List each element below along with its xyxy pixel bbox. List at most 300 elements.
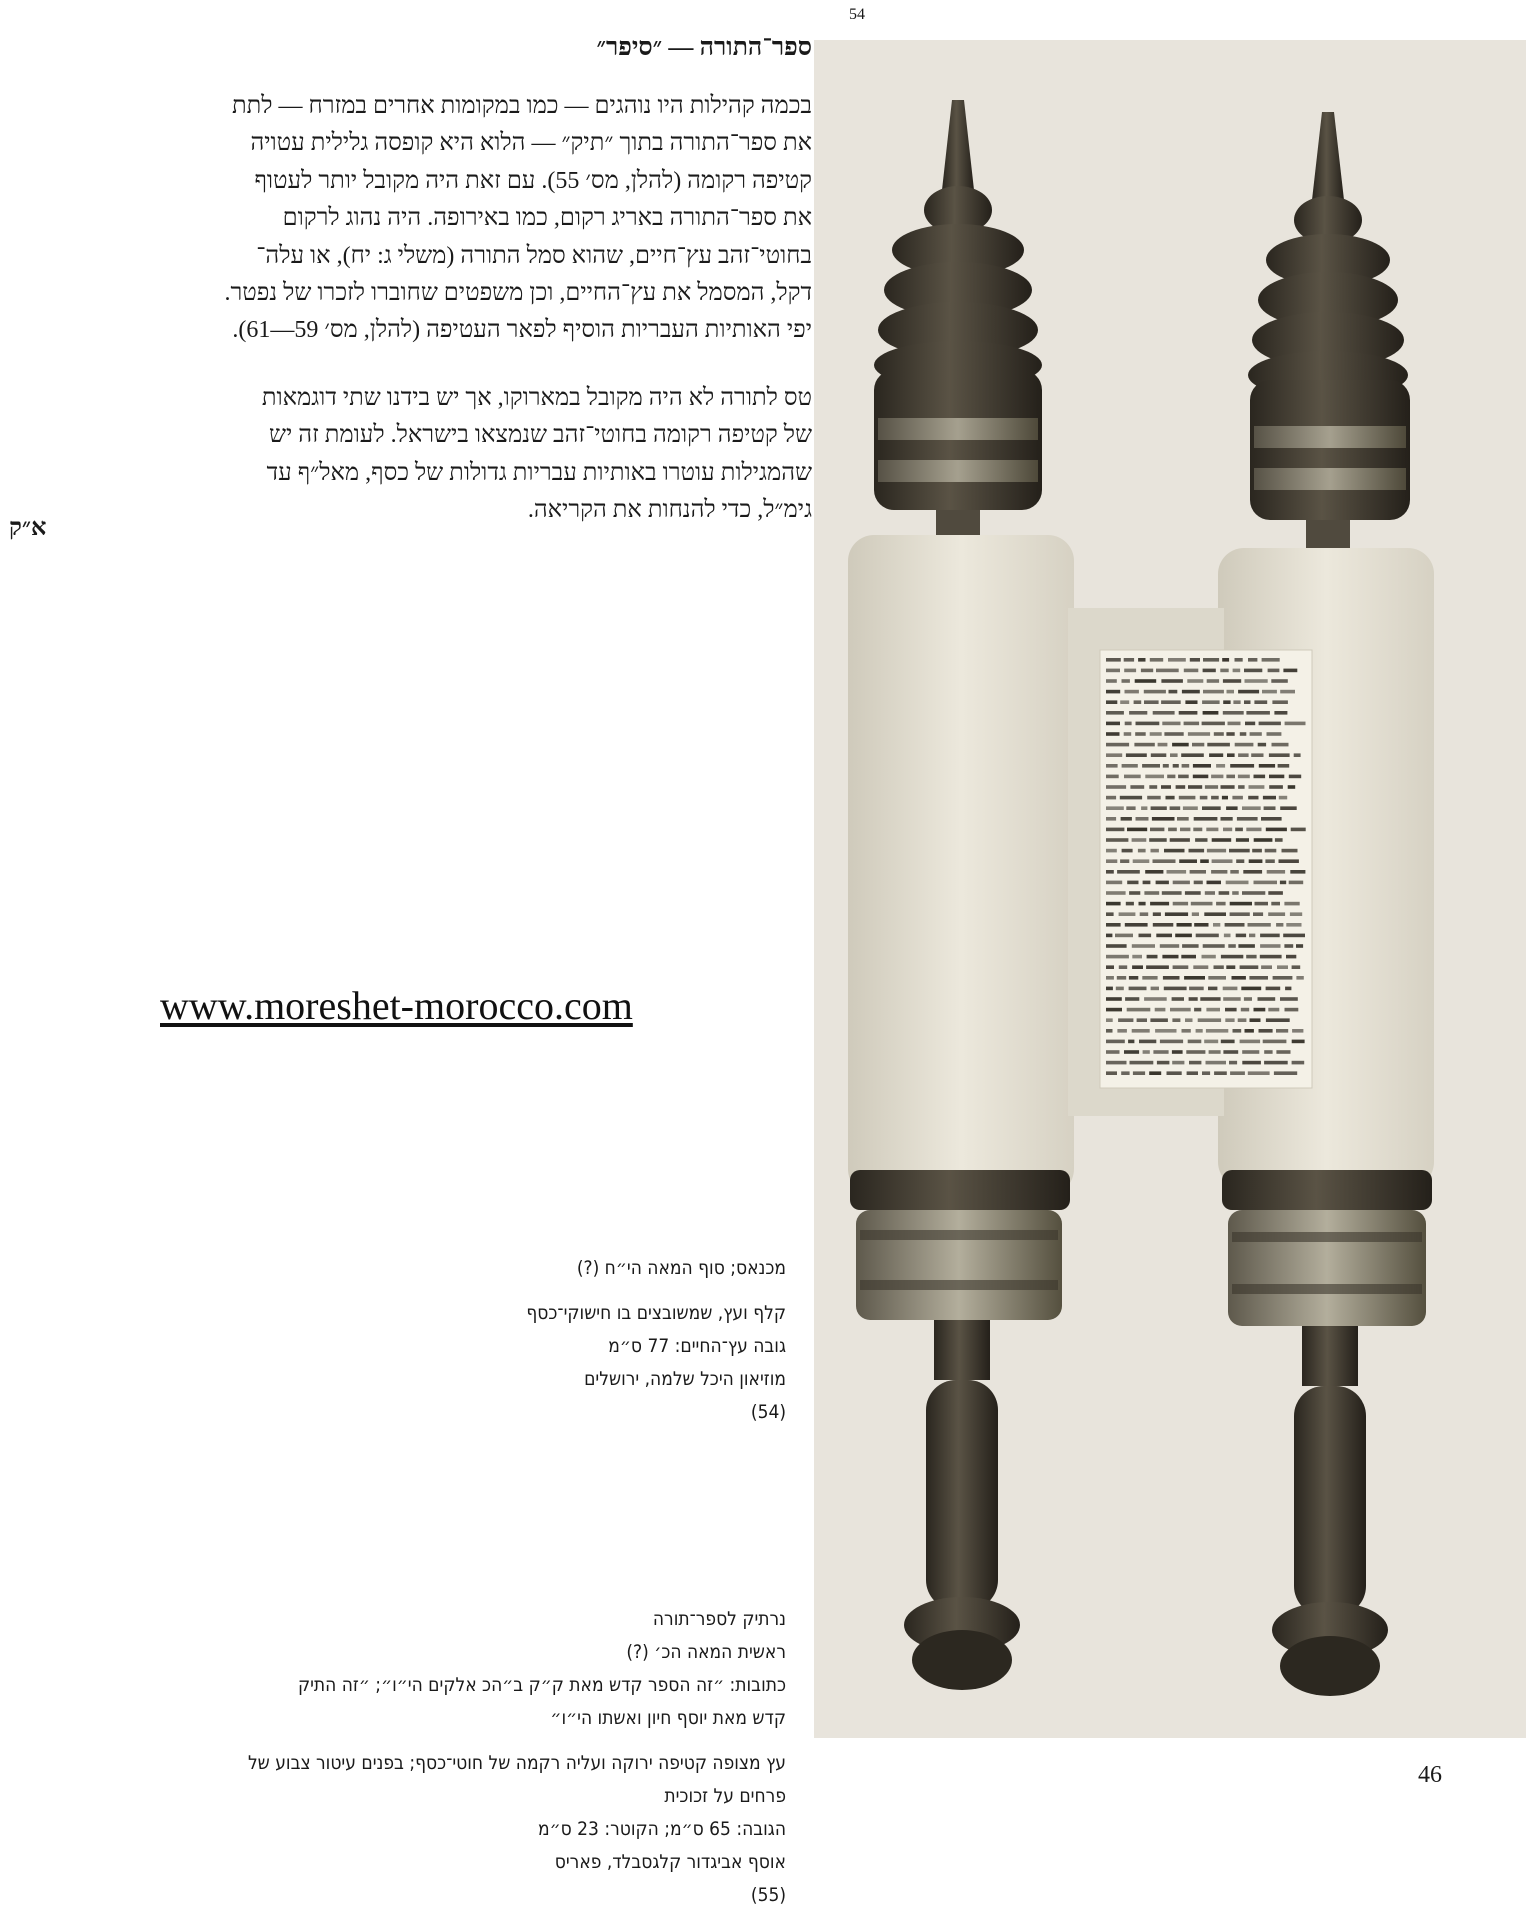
- script-word: [1132, 1029, 1150, 1033]
- caption-line: גובה עץ־החיים: 77 ס״מ: [608, 1335, 786, 1357]
- page-number-bottom: 46: [1418, 1762, 1442, 1788]
- left-silver-band-upper: [878, 418, 1038, 440]
- script-word: [1277, 965, 1288, 969]
- script-word: [1106, 1040, 1125, 1044]
- script-word: [1106, 1050, 1120, 1054]
- script-word: [1266, 828, 1287, 832]
- script-word: [1271, 902, 1280, 906]
- script-word: [1254, 775, 1266, 779]
- script-word: [1191, 902, 1213, 906]
- script-word: [1120, 700, 1129, 704]
- script-word: [1164, 732, 1183, 736]
- script-word: [1223, 828, 1232, 832]
- script-word: [1223, 1050, 1238, 1054]
- caption-line: קלף ועץ, שמשובצים בו חישוקי־כסף: [526, 1302, 786, 1324]
- script-word: [1224, 934, 1231, 938]
- script-word: [1207, 679, 1219, 683]
- script-word: [1164, 987, 1187, 991]
- script-word: [1190, 658, 1200, 662]
- script-word: [1230, 870, 1239, 874]
- script-word: [1230, 1071, 1245, 1075]
- script-word: [1132, 944, 1155, 948]
- script-word: [1292, 1040, 1305, 1044]
- caption-line: מוזיאון היכל שלמה, ירושלים: [584, 1368, 786, 1390]
- script-word: [1208, 987, 1217, 991]
- caption-line: קדש מאת יוסף חיון ואשתו הי״ו״: [550, 1707, 786, 1729]
- script-word: [1187, 1071, 1198, 1075]
- script-word: [1172, 997, 1184, 1001]
- script-word: [1106, 658, 1121, 662]
- script-word: [1222, 796, 1228, 800]
- script-word: [1151, 849, 1159, 853]
- script-word: [1285, 722, 1306, 726]
- caption-line: עץ מצופה קטיפה ירוקה ועליה רקמה של חוטי־כסף; בפנים עיטור צבוע של: [247, 1752, 786, 1774]
- script-word: [1147, 796, 1161, 800]
- script-word: [1172, 1061, 1184, 1065]
- script-word: [1202, 722, 1225, 726]
- script-word: [1106, 891, 1126, 895]
- script-word: [1227, 690, 1235, 694]
- script-word: [1120, 796, 1142, 800]
- script-word: [1229, 1061, 1237, 1065]
- script-word: [1248, 1071, 1270, 1075]
- script-word: [1125, 997, 1139, 1001]
- script-word: [1156, 934, 1172, 938]
- script-word: [1203, 658, 1219, 662]
- script-word: [1264, 1061, 1288, 1065]
- script-word: [1216, 902, 1226, 906]
- script-word: [1198, 1018, 1221, 1022]
- script-word: [1225, 923, 1245, 927]
- article-paragraph-2: [12, 380, 812, 530]
- script-word: [1226, 965, 1235, 969]
- script-word: [1106, 775, 1119, 779]
- script-word: [1179, 859, 1197, 863]
- script-word: [1279, 796, 1287, 800]
- script-word: [1230, 902, 1252, 906]
- script-word: [1226, 775, 1235, 779]
- script-word: [1282, 849, 1298, 853]
- right-silver-band-lower: [1254, 468, 1406, 490]
- script-word: [1193, 965, 1208, 969]
- script-word: [1120, 859, 1129, 863]
- script-word: [1139, 1040, 1156, 1044]
- script-word: [1189, 849, 1205, 853]
- caption-line: פרחים על זכוכית: [664, 1785, 786, 1807]
- left-handle: [926, 1380, 998, 1610]
- script-word: [1212, 859, 1233, 863]
- caption-line: נרתיק לספר־תורה: [652, 1608, 786, 1630]
- script-word: [1267, 870, 1285, 874]
- script-word: [1122, 679, 1130, 683]
- script-word: [1168, 828, 1177, 832]
- script-word: [1139, 934, 1152, 938]
- script-word: [1236, 859, 1244, 863]
- caption-line: כתובות: ״זה הספר קדש מאת ק״ק ב״הכ אלקים הי״ו״; ״זה התיק: [297, 1674, 786, 1696]
- script-word: [1200, 859, 1209, 863]
- script-word: [1106, 976, 1114, 980]
- script-word: [1185, 700, 1197, 704]
- script-word: [1228, 722, 1241, 726]
- script-word: [1165, 912, 1188, 916]
- script-word: [1249, 785, 1265, 789]
- script-word: [1213, 923, 1220, 927]
- script-word: [1248, 796, 1258, 800]
- parchment-text-column: [1100, 650, 1312, 1088]
- script-word: [1233, 1029, 1242, 1033]
- script-word: [1182, 764, 1190, 768]
- script-word: [1268, 912, 1285, 916]
- script-word: [1141, 806, 1147, 810]
- script-word: [1190, 870, 1206, 874]
- paragraph-line: של קטיפה רקומה בחוטי־זהב שנמצאו בישראל. לעומת זה יש: [269, 422, 812, 449]
- script-word: [1280, 997, 1298, 1001]
- script-word: [1169, 690, 1178, 694]
- script-word: [1204, 912, 1226, 916]
- script-word: [1152, 817, 1175, 821]
- script-word: [1283, 934, 1305, 938]
- script-word: [1106, 732, 1120, 736]
- script-word: [1246, 711, 1270, 715]
- script-word: [1249, 859, 1263, 863]
- paragraph-line: בחוטי־זהב עץ־חיים, שהוא סמל התורה (משלי ג: יח), או עלה־: [256, 242, 812, 269]
- script-word: [1151, 753, 1167, 757]
- paragraph-line: קטיפה רקומה (להלן, מס׳ 55). עם זאת היה מקובל יותר לעטוף: [254, 167, 812, 194]
- script-word: [1194, 1008, 1201, 1012]
- script-word: [1149, 1071, 1161, 1075]
- script-word: [1125, 923, 1148, 927]
- script-word: [1186, 1050, 1205, 1054]
- script-word: [1181, 955, 1196, 959]
- script-word: [1244, 669, 1262, 673]
- script-word: [1280, 690, 1295, 694]
- right-silver-band-bottom: [1228, 1210, 1426, 1326]
- script-word: [1106, 764, 1118, 768]
- script-word: [1106, 796, 1116, 800]
- caption-line: מכנאס; סוף המאה הי״ח (?): [576, 1257, 786, 1279]
- script-word: [1262, 658, 1280, 662]
- paragraph-line: שהמגילות עוטרו באותיות עבריות גדולות של כסף, מאל״ף עד: [266, 459, 812, 486]
- script-word: [1179, 711, 1198, 715]
- script-word: [1238, 785, 1245, 789]
- script-word: [1166, 796, 1175, 800]
- script-word: [1185, 1018, 1193, 1022]
- script-word: [1119, 965, 1127, 969]
- script-word: [1133, 1071, 1145, 1075]
- caption-item-54: [136, 1252, 786, 1429]
- script-word: [1134, 700, 1142, 704]
- script-word: [1136, 817, 1149, 821]
- script-word: [1255, 902, 1269, 906]
- paragraph-line: בכמה קהילות היו נוהגים — כמו במקומות אחרים במזרח — לתת: [232, 93, 812, 119]
- script-word: [1202, 700, 1220, 704]
- script-word: [1193, 828, 1202, 832]
- script-word: [1106, 711, 1124, 715]
- script-word: [1106, 849, 1117, 853]
- script-word: [1173, 881, 1190, 885]
- script-word: [1106, 722, 1120, 726]
- script-word: [1164, 849, 1185, 853]
- script-word: [1170, 838, 1190, 842]
- script-word: [1285, 1008, 1299, 1012]
- script-word: [1223, 679, 1241, 683]
- script-word: [1265, 849, 1277, 853]
- script-word: [1150, 732, 1162, 736]
- script-word: [1121, 817, 1132, 821]
- script-word: [1200, 796, 1208, 800]
- script-word: [1226, 806, 1238, 810]
- script-word: [1289, 881, 1304, 885]
- script-word: [1106, 785, 1126, 789]
- script-word: [1286, 923, 1301, 927]
- script-word: [1225, 1018, 1234, 1022]
- caption-line: אוסף אביגדור קלגסבלד, פאריס: [554, 1851, 786, 1873]
- script-word: [1150, 1018, 1168, 1022]
- script-word: [1264, 806, 1276, 810]
- script-word: [1202, 1071, 1210, 1075]
- script-word: [1226, 732, 1234, 736]
- script-word: [1296, 976, 1303, 980]
- script-word: [1290, 870, 1305, 874]
- script-word: [1177, 817, 1189, 821]
- script-word: [1106, 934, 1112, 938]
- script-word: [1248, 658, 1257, 662]
- script-word: [1221, 1040, 1235, 1044]
- script-word: [1237, 817, 1258, 821]
- script-word: [1276, 923, 1283, 927]
- script-word: [1207, 743, 1230, 747]
- script-word: [1232, 891, 1239, 895]
- script-word: [1195, 838, 1207, 842]
- script-word: [1162, 891, 1182, 895]
- script-word: [1214, 732, 1224, 736]
- script-word: [1106, 743, 1129, 747]
- script-word: [1106, 753, 1122, 757]
- script-word: [1160, 944, 1179, 948]
- script-word: [1189, 987, 1204, 991]
- torah-scroll-photo: [814, 40, 1526, 1738]
- script-word: [1193, 775, 1209, 779]
- script-word: [1241, 1008, 1249, 1012]
- script-word: [1203, 669, 1216, 673]
- script-word: [1185, 891, 1201, 895]
- script-word: [1200, 997, 1220, 1001]
- script-word: [1135, 679, 1157, 683]
- left-silver-band-bottom: [856, 1210, 1062, 1320]
- script-word: [1264, 1050, 1272, 1054]
- script-word: [1127, 881, 1138, 885]
- script-word: [1236, 838, 1249, 842]
- script-word: [1170, 806, 1181, 810]
- script-word: [1161, 785, 1171, 789]
- script-word: [1179, 796, 1196, 800]
- script-word: [1219, 891, 1230, 895]
- script-word: [1269, 785, 1283, 789]
- script-word: [1223, 987, 1238, 991]
- script-word: [1222, 658, 1229, 662]
- script-word: [1175, 934, 1192, 938]
- script-word: [1129, 711, 1147, 715]
- script-word: [1240, 965, 1259, 969]
- script-word: [1194, 881, 1203, 885]
- script-word: [1211, 775, 1223, 779]
- script-word: [1206, 1008, 1220, 1012]
- script-word: [1144, 891, 1159, 895]
- script-word: [1150, 828, 1164, 832]
- script-word: [1170, 1008, 1191, 1012]
- script-word: [1286, 955, 1296, 959]
- script-word: [1182, 1029, 1191, 1033]
- script-word: [1242, 806, 1261, 810]
- left-silver-band-lower: [878, 460, 1038, 482]
- script-word: [1127, 828, 1147, 832]
- script-word: [1126, 902, 1134, 906]
- script-word: [1117, 1029, 1127, 1033]
- script-word: [1133, 859, 1150, 863]
- script-word: [1284, 944, 1293, 948]
- script-word: [1129, 891, 1140, 895]
- script-word: [1274, 1071, 1297, 1075]
- website-watermark-link[interactable]: www.moreshet-morocco.com: [160, 983, 633, 1028]
- script-word: [1291, 828, 1306, 832]
- script-word: [1267, 732, 1282, 736]
- script-word: [1278, 764, 1290, 768]
- script-word: [1208, 976, 1226, 980]
- script-word: [1172, 1018, 1180, 1022]
- script-word: [1266, 987, 1281, 991]
- script-word: [1280, 806, 1297, 810]
- script-word: [1265, 859, 1274, 863]
- script-word: [1106, 987, 1113, 991]
- script-word: [1221, 817, 1233, 821]
- script-word: [1223, 700, 1230, 704]
- script-word: [1206, 1061, 1227, 1065]
- script-word: [1242, 1050, 1259, 1054]
- script-word: [1263, 1040, 1287, 1044]
- script-word: [1271, 679, 1288, 683]
- script-word: [1137, 1018, 1147, 1022]
- script-word: [1106, 923, 1121, 927]
- script-word: [1230, 912, 1250, 916]
- script-word: [1245, 722, 1255, 726]
- script-word: [1106, 955, 1129, 959]
- paragraph-line: גימ״ל, כדי להנחות את הקריאה.: [527, 497, 812, 524]
- script-word: [1273, 976, 1293, 980]
- script-word: [1126, 806, 1135, 810]
- script-word: [1275, 838, 1283, 842]
- script-word: [1254, 700, 1267, 704]
- script-word: [1216, 764, 1225, 768]
- right-handle: [1294, 1386, 1366, 1616]
- script-word: [1206, 828, 1218, 832]
- script-word: [1289, 775, 1301, 779]
- script-word: [1122, 764, 1138, 768]
- script-word: [1235, 658, 1243, 662]
- script-word: [1124, 669, 1136, 673]
- script-word: [1259, 1029, 1273, 1033]
- script-word: [1268, 891, 1283, 895]
- script-word: [1162, 722, 1180, 726]
- script-word: [1214, 965, 1224, 969]
- script-word: [1149, 838, 1167, 842]
- script-word: [1167, 1071, 1182, 1075]
- script-word: [1254, 838, 1273, 842]
- script-word: [1262, 690, 1277, 694]
- script-word: [1106, 870, 1114, 874]
- script-word: [1122, 849, 1133, 853]
- script-word: [1119, 912, 1136, 916]
- script-word: [1232, 796, 1243, 800]
- script-word: [1130, 1061, 1154, 1065]
- caption-number: (55): [750, 1884, 786, 1906]
- script-word: [1168, 658, 1186, 662]
- script-word: [1209, 753, 1223, 757]
- script-word: [1274, 711, 1287, 715]
- script-word: [1173, 902, 1188, 906]
- script-word: [1153, 711, 1175, 715]
- script-word: [1249, 976, 1268, 980]
- script-word: [1260, 944, 1280, 948]
- script-word: [1118, 1018, 1133, 1022]
- script-word: [1161, 700, 1181, 704]
- script-word: [1143, 881, 1151, 885]
- script-word: [1261, 817, 1282, 821]
- script-word: [1221, 955, 1243, 959]
- caption-line: ראשית המאה הכ׳ (?): [626, 1641, 786, 1663]
- script-word: [1106, 1029, 1113, 1033]
- script-word: [1279, 859, 1299, 863]
- script-word: [1292, 965, 1301, 969]
- paragraph-line: דקל, המסמל את עץ־החיים, וכן משפטים שחוברו לזכרו של נפטר.: [224, 280, 812, 307]
- script-word: [1153, 1050, 1168, 1054]
- script-word: [1240, 732, 1247, 736]
- script-word: [1246, 828, 1261, 832]
- script-word: [1106, 669, 1120, 673]
- script-word: [1268, 1008, 1279, 1012]
- script-word: [1124, 775, 1141, 779]
- script-word: [1269, 775, 1284, 779]
- script-word: [1192, 912, 1199, 916]
- script-word: [1292, 1029, 1303, 1033]
- script-word: [1153, 859, 1176, 863]
- script-word: [1244, 700, 1251, 704]
- script-word: [1146, 965, 1169, 969]
- script-word: [1116, 987, 1124, 991]
- script-word: [1127, 1008, 1151, 1012]
- script-word: [1188, 732, 1210, 736]
- script-word: [1248, 923, 1271, 927]
- script-word: [1138, 849, 1146, 853]
- open-parchment: [1068, 608, 1312, 1116]
- article-paragraph-1: [12, 88, 812, 350]
- script-word: [1132, 838, 1147, 842]
- script-word: [1245, 1029, 1254, 1033]
- script-word: [1290, 912, 1302, 916]
- script-word: [1240, 1040, 1261, 1044]
- script-word: [1151, 987, 1159, 991]
- script-word: [1211, 796, 1219, 800]
- script-word: [1129, 976, 1138, 980]
- script-word: [1177, 923, 1192, 927]
- script-word: [1258, 997, 1276, 1001]
- script-word: [1252, 849, 1262, 853]
- script-word: [1223, 997, 1241, 1001]
- script-word: [1125, 722, 1132, 726]
- script-word: [1254, 881, 1278, 885]
- script-word: [1212, 838, 1232, 842]
- script-word: [1153, 923, 1174, 927]
- script-word: [1188, 785, 1202, 789]
